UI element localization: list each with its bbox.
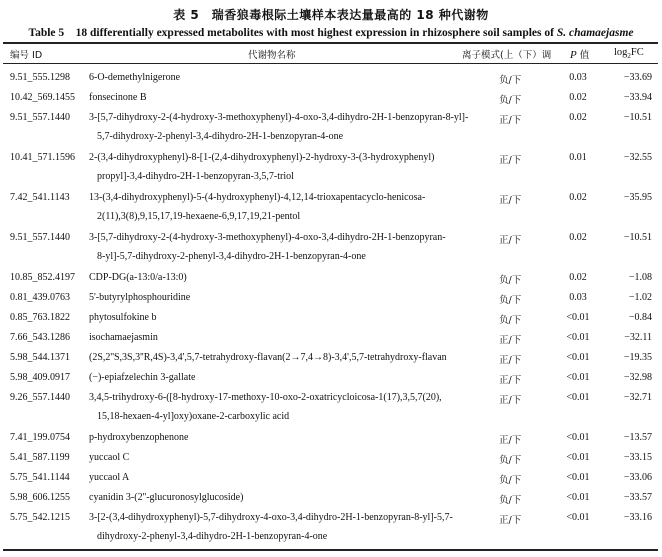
name-line-2: 15,18-hexaen-4-yl]oxy)oxane-2-carboxylic acid xyxy=(97,411,290,422)
header-id: 编号 ID xyxy=(10,50,43,61)
cell-log2fc: −33.69 xyxy=(623,72,652,83)
cell-metabolite-name xyxy=(89,72,180,83)
cell-id: 5.98_544.1371 xyxy=(10,352,70,363)
cell-id: 9.51_555.1298 xyxy=(10,72,70,83)
name-line-1: phytosulfokine b xyxy=(89,312,157,323)
cell-ion-mode: 正/下 xyxy=(499,335,522,346)
cell-ion-mode: 负/下 xyxy=(499,275,522,286)
header-p-value xyxy=(570,47,589,61)
table-bottom-rule xyxy=(3,549,658,551)
header-log2fc xyxy=(614,47,644,60)
cell-ion-mode: 正/下 xyxy=(499,155,522,166)
cell-id: 10.85_852.4197 xyxy=(10,272,75,283)
header-metabolite-name: 代谢物名称 xyxy=(248,50,296,61)
name-line-2: 2(11),3(8),9,15,17,19-hexaene-6,9,17,19,21-pentol xyxy=(97,211,301,222)
cell-p-value: <0.01 xyxy=(566,352,590,363)
table-top-rule xyxy=(3,42,658,44)
cell-ion-mode: 正/下 xyxy=(499,235,522,246)
cell-p-value: <0.01 xyxy=(566,372,590,383)
cell-p-value: <0.01 xyxy=(566,512,590,523)
cell-p-value: <0.01 xyxy=(566,472,590,483)
cell-metabolite-name xyxy=(89,292,190,303)
cell-log2fc: −10.51 xyxy=(623,232,652,243)
cell-ion-mode: 负/下 xyxy=(499,475,522,486)
cell-ion-mode: 负/下 xyxy=(499,295,522,306)
cell-id: 5.98_409.0917 xyxy=(10,372,70,383)
header-fc-sub: 2 xyxy=(627,52,631,61)
header-ion-mode: 离子模式(上（下）调 xyxy=(462,50,552,61)
cell-id: 0.81_439.0763 xyxy=(10,292,70,303)
cell-id: 7.42_541.1143 xyxy=(10,192,70,203)
cell-ion-mode: 正/下 xyxy=(499,375,522,386)
cell-metabolite-name xyxy=(89,92,147,103)
cell-id: 9.26_557.1440 xyxy=(10,392,70,403)
header-p-suffix: 值 xyxy=(576,50,590,61)
cell-log2fc: −19.35 xyxy=(623,352,652,363)
cell-metabolite-name xyxy=(89,192,425,222)
name-line-1: 3,4,5-trihydroxy-6-([8-hydroxy-17-methoxy-10-oxo-2-oxatricycloicosa-1(17),3,5,7(20), xyxy=(89,392,442,403)
name-line-1: 3-[5,7-dihydroxy-2-(4-hydroxy-3-methoxyphenyl)-4-oxo-3,4-dihydro-2H-1-benzopyran- xyxy=(89,232,446,243)
cell-ion-mode: 负/下 xyxy=(499,95,522,106)
cell-p-value: 0.02 xyxy=(569,192,587,203)
cell-log2fc: −0.84 xyxy=(628,312,652,323)
cell-log2fc: −13.57 xyxy=(623,432,652,443)
header-p-letter: P xyxy=(570,49,577,61)
cell-metabolite-name xyxy=(89,272,187,283)
name-line-1: p-hydroxybenzophenone xyxy=(89,432,189,443)
cell-ion-mode: 正/下 xyxy=(499,515,522,526)
table-header-rule xyxy=(3,63,658,64)
name-line-1: 13-(3,4-dihydroxyphenyl)-5-(4-hydroxyphenyl)-4,12,14-trioxapentacyclo-henicosa- xyxy=(89,192,426,203)
cell-metabolite-name xyxy=(89,352,447,363)
cell-metabolite-name xyxy=(89,472,129,483)
cell-ion-mode: 正/下 xyxy=(499,395,522,406)
table-title-cn: 表 5 瑞香狼毒根际土壤样本表达量最高的 18 种代谢物 xyxy=(173,8,489,22)
name-line-1: (−)-epiafzelechin 3-gallate xyxy=(89,372,196,383)
name-line-1: 6-O-demethylnigerone xyxy=(89,72,181,83)
cell-log2fc: −33.94 xyxy=(623,92,652,103)
cell-log2fc: −32.98 xyxy=(623,372,652,383)
cell-metabolite-name xyxy=(89,512,453,542)
cell-log2fc: −33.15 xyxy=(623,452,652,463)
cell-p-value: 0.03 xyxy=(569,292,587,303)
cell-log2fc: −1.02 xyxy=(628,292,652,303)
cell-p-value: <0.01 xyxy=(566,332,590,343)
cell-id: 10.41_571.1596 xyxy=(10,152,75,163)
cell-id: 5.75_542.1215 xyxy=(10,512,70,523)
cell-log2fc: −32.11 xyxy=(624,332,652,343)
cell-id: 10.42_569.1455 xyxy=(10,92,75,103)
cell-metabolite-name xyxy=(89,112,468,142)
name-line-1: (2S,2''S,3S,3''R,4S)-3,4',5,7-tetrahydroxy-flavan(2→7,4→8)-3,4',5,7-tetrahydroxy-flavan xyxy=(89,352,447,363)
name-line-1: yuccaol A xyxy=(89,472,130,483)
cell-p-value: <0.01 xyxy=(566,392,590,403)
cell-id: 5.41_587.1199 xyxy=(10,452,70,463)
cell-p-value: 0.02 xyxy=(569,112,587,123)
cell-metabolite-name xyxy=(89,432,188,443)
cell-ion-mode: 正/下 xyxy=(499,195,522,206)
cell-metabolite-name xyxy=(89,332,158,343)
name-line-2: dihydroxy-2-phenyl-3,4-dihydro-2H-1-benzopyran-4-one xyxy=(97,531,328,542)
name-line-1: yuccaol C xyxy=(89,452,130,463)
cell-p-value: 0.02 xyxy=(569,232,587,243)
cell-log2fc: −33.06 xyxy=(623,472,652,483)
name-line-1: 3-[2-(3,4-dihydroxyphenyl)-5,7-dihydroxy-4-oxo-3,4-dihydro-2H-1-benzopyran-8-yl]-5,7- xyxy=(89,512,453,523)
cell-p-value: 0.02 xyxy=(569,92,587,103)
header-fc-suffix: FC xyxy=(630,47,644,58)
cell-p-value: 0.01 xyxy=(569,152,587,163)
cell-metabolite-name xyxy=(89,452,129,463)
cell-ion-mode: 正/下 xyxy=(499,355,522,366)
cell-id: 0.85_763.1822 xyxy=(10,312,70,323)
cell-metabolite-name xyxy=(89,232,446,262)
table-title-species: S. chamaejasme xyxy=(556,27,634,39)
table-title-en-text: Table 5 18 differentially expressed metabolites with most highest expression in rhizosphere soil samples of xyxy=(28,27,557,39)
cell-metabolite-name xyxy=(89,392,442,422)
cell-ion-mode: 负/下 xyxy=(499,315,522,326)
cell-ion-mode: 正/下 xyxy=(499,115,522,126)
cell-metabolite-name xyxy=(89,372,195,383)
cell-p-value: 0.03 xyxy=(569,72,587,83)
cell-metabolite-name xyxy=(89,492,243,503)
header-fc-prefix: log xyxy=(614,47,628,58)
cell-log2fc: −10.51 xyxy=(623,112,652,123)
name-line-1: cyanidin 3-(2''-glucuronosylglucoside) xyxy=(89,492,244,503)
cell-id: 7.41_199.0754 xyxy=(10,432,70,443)
cell-ion-mode: 负/下 xyxy=(499,495,522,506)
cell-p-value: <0.01 xyxy=(566,432,590,443)
table-title-en xyxy=(0,24,662,40)
name-line-2: 5,7-dihydroxy-2-phenyl-3,4-dihydro-2H-1-benzopyran-4-one xyxy=(97,131,344,142)
cell-id: 5.75_541.1144 xyxy=(10,472,70,483)
name-line-2: 8-yl]-5,7-dihydroxy-2-phenyl-3,4-dihydro-2H-1-benzopyran-4-one xyxy=(97,251,366,262)
cell-metabolite-name xyxy=(89,152,434,182)
cell-log2fc: −33.16 xyxy=(623,512,652,523)
cell-log2fc: −35.95 xyxy=(623,192,652,203)
name-line-1: 5'-butyrylphosphouridine xyxy=(89,292,191,303)
cell-p-value: <0.01 xyxy=(566,492,590,503)
cell-id: 9.51_557.1440 xyxy=(10,232,70,243)
cell-log2fc: −32.71 xyxy=(623,392,652,403)
cell-log2fc: −1.08 xyxy=(628,272,652,283)
name-line-1: 2-(3,4-dihydroxyphenyl)-8-[1-(2,4-dihydroxyphenyl)-2-hydroxy-3-(3-hydroxyphenyl) xyxy=(89,152,435,163)
cell-ion-mode: 正/下 xyxy=(499,435,522,446)
name-line-1: CDP-DG(a-13:0/a-13:0) xyxy=(89,272,187,283)
name-line-1: 3-[5,7-dihydroxy-2-(4-hydroxy-3-methoxyphenyl)-4-oxo-3,4-dihydro-2H-1-benzopyran-8-yl]- xyxy=(89,112,469,123)
cell-ion-mode: 负/下 xyxy=(499,455,522,466)
cell-id: 7.66_543.1286 xyxy=(10,332,70,343)
name-line-1: fonsecinone B xyxy=(89,92,147,103)
cell-p-value: 0.02 xyxy=(569,272,587,283)
cell-id: 9.51_557.1440 xyxy=(10,112,70,123)
name-line-1: isochamaejasmin xyxy=(89,332,158,343)
cell-log2fc: −33.57 xyxy=(623,492,652,503)
cell-metabolite-name xyxy=(89,312,157,323)
cell-p-value: <0.01 xyxy=(566,312,590,323)
name-line-2: propyl]-3,4-dihydro-2H-1-benzopyran-3,5,7-triol xyxy=(97,171,294,182)
cell-id: 5.98_606.1255 xyxy=(10,492,70,503)
cell-log2fc: −32.55 xyxy=(623,152,652,163)
cell-ion-mode: 负/下 xyxy=(499,75,522,86)
cell-p-value: <0.01 xyxy=(566,452,590,463)
